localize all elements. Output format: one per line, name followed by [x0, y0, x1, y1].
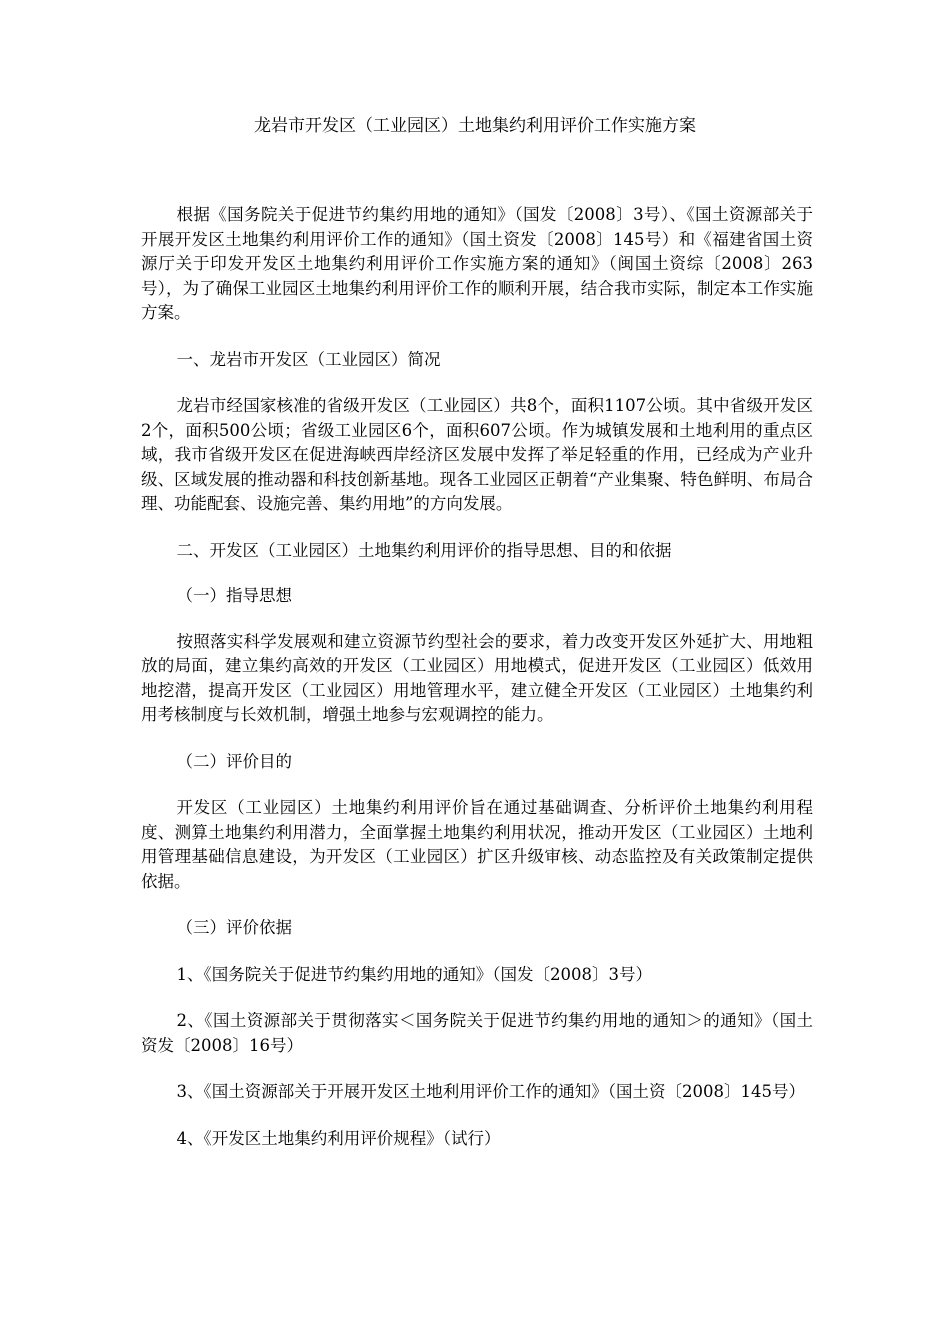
- paragraph-intro: 根据《国务院关于促进节约集约用地的通知》（国发〔2008〕3号）、《国土资源部关于开展开发区土地集约利用评价工作的通知》（国土资发〔2008〕145号）和《福建省国土资源厅关于印发开发区土地集约利用评价工作实施方案的通知》（闽国土资综〔2008〕263号），为了确保工业园区土地集约利用评价工作的顺利开展，结合我市实际，制定本工作实施方案。: [141, 205, 813, 322]
- list-item-basis-3: 3、《国土资源部关于开展开发区土地利用评价工作的通知》（国土资〔2008〕145号）: [176, 1082, 805, 1101]
- paragraph-evaluation-purpose: 开发区（工业园区）土地集约利用评价旨在通过基础调查、分析评价土地集约利用程度、测算土地集约利用潜力，全面掌握土地集约利用状况，推动开发区（工业园区）土地利用管理基础信息建设，为开发区（工业园区）扩区升级审核、动态监控及有关政策制定提供依据。: [141, 798, 813, 891]
- heading-evaluation-purpose: （二）评价目的: [176, 751, 292, 771]
- heading-section-1: 一、龙岩市开发区（工业园区）简况: [176, 349, 441, 369]
- list-item-basis-1: 1、《国务院关于促进节约集约用地的通知》（国发〔2008〕3号）: [176, 964, 652, 984]
- heading-evaluation-basis: （三）评价依据: [176, 918, 292, 937]
- list-item-basis-2: 2、《国土资源部关于贯彻落实＜国务院关于促进节约集约用地的通知＞的通知》（国土资发〔2008〕16号）: [141, 1011, 813, 1055]
- paragraph-overview: 龙岩市经国家核准的省级开发区（工业园区）共8个，面积1107公顷。其中省级开发区2个，面积500公顷；省级工业园区6个，面积607公顷。作为城镇发展和土地利用的重点区域，我市省级开发区在促进海峡西岸经济区发展中发挥了举足轻重的作用，已经成为产业升级、区域发展的推动器和科技创新基地。现各工业园区正朝着“产业集聚、特色鲜明、布局合理、功能配套、设施完善、集约用地”的方向发展。: [141, 396, 813, 513]
- list-item-basis-4: 4、《开发区土地集约利用评价规程》（试行）: [176, 1128, 501, 1148]
- heading-section-2: 二、开发区（工业园区）土地集约利用评价的指导思想、目的和依据: [176, 540, 672, 560]
- document-body: [141, 203, 813, 1173]
- paragraph-guiding-ideology: 按照落实科学发展观和建立资源节约型社会的要求，着力改变开发区外延扩大、用地粗放的局面，建立集约高效的开发区（工业园区）用地模式，促进开发区（工业园区）低效用地挖潜，提高开发区（工业园区）用地管理水平，建立健全开发区（工业园区）土地集约利用考核制度与长效机制，增强土地参与宏观调控的能力。: [141, 631, 813, 724]
- document-title: 龙岩市开发区（工业园区）土地集约利用评价工作实施方案: [254, 116, 696, 136]
- heading-guiding-ideology: （一）指导思想: [176, 586, 292, 605]
